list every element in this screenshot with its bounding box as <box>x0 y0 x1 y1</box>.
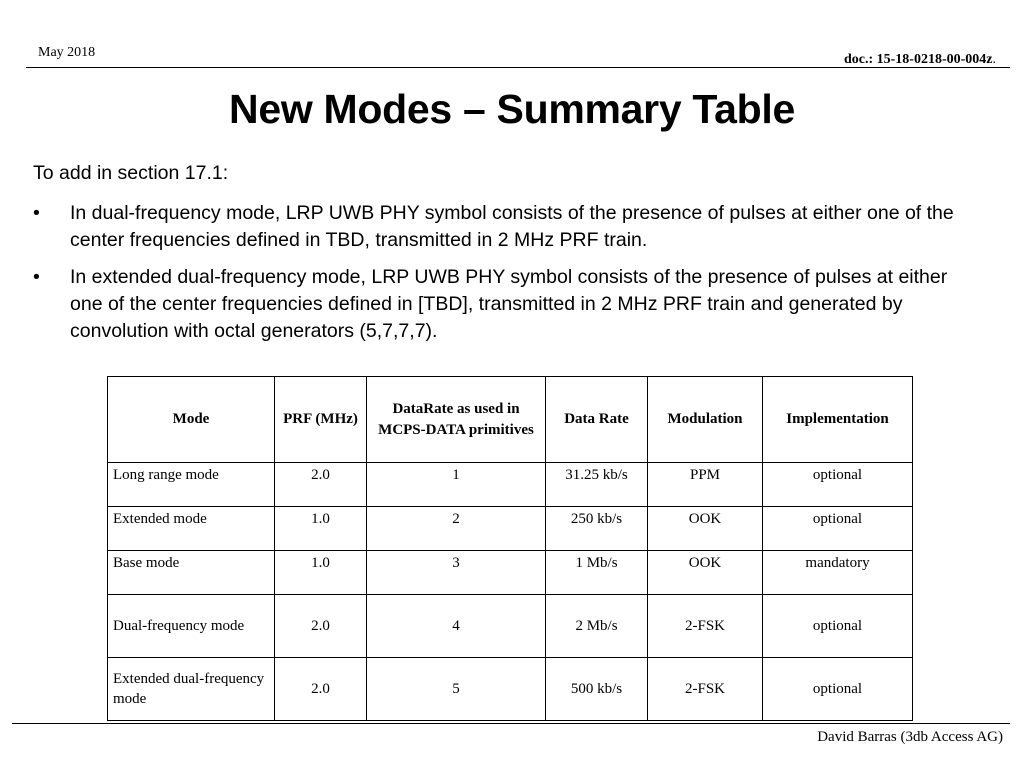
cell-data-rate: 2 Mb/s <box>546 595 648 658</box>
cell-mode: Extended dual-frequency mode <box>108 658 275 721</box>
summary-table <box>107 376 913 721</box>
cell-data-rate: 1 Mb/s <box>546 551 648 595</box>
cell-data-rate: 31.25 kb/s <box>546 463 648 507</box>
table-row <box>108 551 913 595</box>
cell-data-rate: 250 kb/s <box>546 507 648 551</box>
cell-datarate-primitive: 3 <box>367 551 546 595</box>
cell-modulation: 2-FSK <box>648 658 763 721</box>
doc-id-suffix: . <box>992 52 996 67</box>
header-date: May 2018 <box>38 45 96 60</box>
cell-data-rate: 500 kb/s <box>546 658 648 721</box>
cell-datarate-primitive: 4 <box>367 595 546 658</box>
cell-modulation: OOK <box>648 551 763 595</box>
cell-prf: 2.0 <box>275 463 367 507</box>
bullet-item <box>33 200 983 254</box>
footer-author: David Barras (3db Access AG) <box>817 729 1003 745</box>
cell-modulation: 2-FSK <box>648 595 763 658</box>
cell-implementation: optional <box>763 463 913 507</box>
table-row <box>108 463 913 507</box>
col-header-modulation: Modulation <box>648 377 763 463</box>
footer-rule <box>12 723 1010 724</box>
header-doc-id <box>844 52 996 68</box>
cell-datarate-primitive: 1 <box>367 463 546 507</box>
bullet-item <box>33 264 983 345</box>
cell-implementation: mandatory <box>763 551 913 595</box>
cell-prf: 2.0 <box>275 595 367 658</box>
table-row <box>108 595 913 658</box>
cell-datarate-primitive: 5 <box>367 658 546 721</box>
slide-title: New Modes – Summary Table <box>229 86 795 132</box>
cell-implementation: optional <box>763 658 913 721</box>
table-row <box>108 658 913 721</box>
cell-modulation: OOK <box>648 507 763 551</box>
cell-prf: 1.0 <box>275 507 367 551</box>
col-header-data-rate: Data Rate <box>546 377 648 463</box>
bullet-marker: • <box>33 202 40 224</box>
cell-implementation: optional <box>763 595 913 658</box>
cell-prf: 2.0 <box>275 658 367 721</box>
cell-modulation: PPM <box>648 463 763 507</box>
col-header-datarate-primitives: DataRate as used in MCPS-DATA primitives <box>367 377 546 463</box>
cell-prf: 1.0 <box>275 551 367 595</box>
table-header-row <box>108 377 913 463</box>
cell-mode: Dual-frequency mode <box>108 595 275 658</box>
bullet-text: In dual-frequency mode, LRP UWB PHY symbol consists of the presence of pulses at either one of the center frequencies defined in TBD, transmitted in 2 MHz PRF train. <box>70 202 954 251</box>
bullet-marker: • <box>33 266 40 288</box>
col-header-implementation: Implementation <box>763 377 913 463</box>
bullet-list <box>33 200 983 355</box>
col-header-mode: Mode <box>108 377 275 463</box>
intro-text: To add in section 17.1: <box>33 162 229 184</box>
cell-implementation: optional <box>763 507 913 551</box>
cell-mode: Base mode <box>108 551 275 595</box>
cell-datarate-primitive: 2 <box>367 507 546 551</box>
bullet-text: In extended dual-frequency mode, LRP UWB PHY symbol consists of the presence of pulses at either one of the center frequencies defined in [TBD], transmitted in 2 MHz PRF train and generated by convolution with octal generators (5,7,7,7). <box>70 266 948 342</box>
col-header-prf: PRF (MHz) <box>275 377 367 463</box>
cell-mode: Extended mode <box>108 507 275 551</box>
header-rule <box>26 67 1010 68</box>
table-row <box>108 507 913 551</box>
doc-id-text: doc.: 15-18-0218-00-004z <box>843 52 993 67</box>
cell-mode: Long range mode <box>108 463 275 507</box>
